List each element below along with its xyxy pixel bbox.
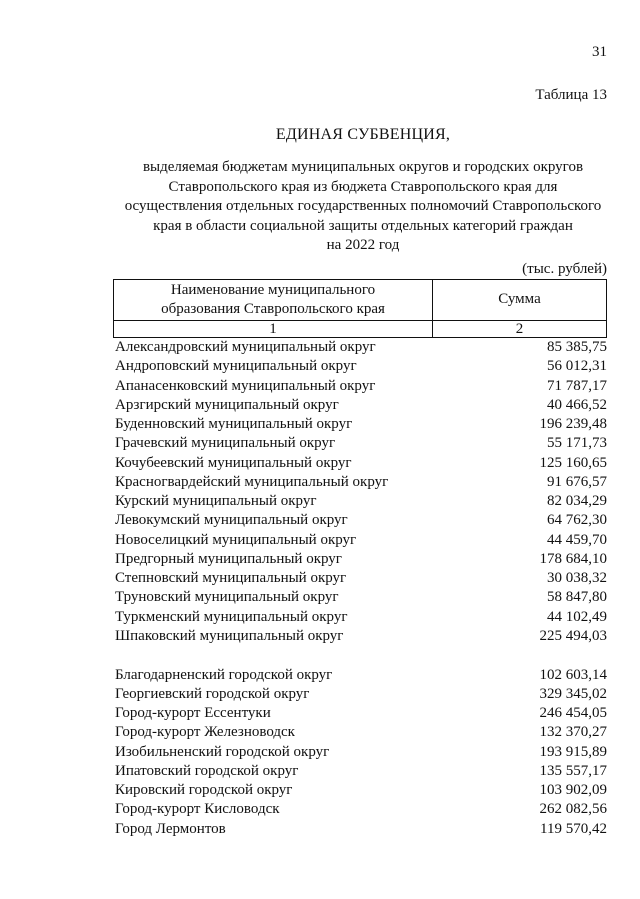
- table-row: [115, 685, 607, 704]
- subsidy-amount: 30 038,32: [547, 570, 607, 586]
- column-header-sum: Сумма: [498, 291, 541, 307]
- municipality-name: Александровский муниципальный округ: [115, 339, 376, 355]
- subtitle-line: края в области социальной защиты отдельных категорий граждан: [153, 217, 573, 234]
- subsidy-amount: 55 171,73: [547, 435, 607, 452]
- table-row: [115, 492, 607, 511]
- table-row: [115, 473, 607, 492]
- table-row: [115, 588, 607, 607]
- subsidy-amount: 132 370,27: [539, 724, 607, 741]
- table-body: [115, 338, 607, 839]
- page-number: 31: [592, 44, 607, 60]
- municipality-name: Красногвардейский муниципальный округ: [115, 473, 389, 490]
- municipality-name: Город Лермонтов: [115, 820, 226, 837]
- subtitle-line: Ставропольского края из бюджета Ставропольского края для: [168, 178, 558, 195]
- subsidy-amount: 58 847,80: [547, 589, 607, 606]
- municipality-name: Новоселицкий муниципальный округ: [115, 531, 357, 548]
- subsidy-amount: 193 915,89: [539, 743, 607, 760]
- unit-note: (тыс. рублей): [522, 261, 607, 277]
- table-row: [115, 704, 607, 723]
- table-row: [115, 608, 607, 627]
- table-row: [115, 357, 607, 376]
- municipality-name: Город-курорт Железноводск: [115, 724, 295, 741]
- subsidy-amount: 56 012,31: [547, 358, 607, 375]
- table-row: [115, 743, 607, 762]
- municipality-name: Благодарненский городской округ: [115, 666, 333, 683]
- subsidy-amount: 44 102,49: [547, 608, 607, 625]
- subsidy-amount: 178 684,10: [539, 550, 607, 567]
- municipality-name: Туркменский муниципальный округ: [115, 608, 348, 625]
- subsidy-amount: 262 082,56: [539, 801, 607, 818]
- column-header-name: [114, 281, 432, 319]
- column-number-1: 1: [269, 321, 277, 337]
- subsidy-amount: 44 459,70: [547, 531, 607, 548]
- column-header-name-line: Наименование муниципального: [170, 282, 376, 298]
- subsidy-amount: 329 345,02: [539, 685, 607, 702]
- subsidy-amount: 103 902,09: [539, 782, 607, 798]
- section-gap: [115, 646, 607, 666]
- municipality-name: Предгорный муниципальный округ: [115, 550, 342, 567]
- table-row: [115, 377, 607, 396]
- table-label: Таблица 13: [535, 87, 607, 103]
- municipality-name: Грачевский муниципальный округ: [115, 435, 336, 452]
- subsidy-amount: 71 787,17: [547, 377, 607, 394]
- subsidy-amount: 40 466,52: [547, 396, 607, 413]
- municipality-name: Степновский муниципальный округ: [115, 570, 347, 586]
- subtitle-line: выделяемая бюджетам муниципальных округов и городских округов: [142, 159, 584, 175]
- table-row: [115, 781, 607, 800]
- document-title: ЕДИНАЯ СУБВЕНЦИЯ,: [275, 126, 451, 143]
- table-row: [115, 666, 607, 685]
- municipality-name: Левокумский муниципальный округ: [115, 512, 348, 529]
- table-row: [115, 569, 607, 588]
- table-row: [115, 454, 607, 473]
- table-row: [115, 396, 607, 415]
- subsidy-amount: 135 557,17: [539, 762, 607, 779]
- municipality-name: Город-курорт Кисловодск: [115, 801, 280, 818]
- subsidy-amount: 125 160,65: [539, 454, 607, 471]
- municipality-name: Кировский городской округ: [115, 782, 293, 798]
- table-row: [115, 338, 607, 357]
- subsidy-amount: 225 494,03: [539, 627, 607, 644]
- municipality-name: Изобильненский городской округ: [115, 743, 330, 760]
- subsidy-amount: 64 762,30: [547, 512, 607, 529]
- municipality-name: Андроповский муниципальный округ: [115, 358, 357, 375]
- municipality-name: Буденновский муниципальный округ: [115, 416, 353, 432]
- subtitle-line: на 2022 год: [326, 237, 400, 253]
- municipality-name: Георгиевский городской округ: [115, 685, 310, 702]
- table-row: [115, 627, 607, 646]
- table-row: [115, 434, 607, 453]
- municipality-name: Ипатовский городской округ: [115, 762, 299, 779]
- table-row: [115, 723, 607, 742]
- subsidy-amount: 85 385,75: [547, 339, 607, 355]
- municipality-name: Город-курорт Ессентуки: [115, 705, 271, 721]
- table-row: [115, 820, 607, 839]
- document-subtitle: [116, 158, 610, 256]
- municipality-name: Труновский муниципальный округ: [115, 589, 339, 606]
- table-row: [115, 762, 607, 781]
- table-row: [115, 415, 607, 434]
- municipality-name: Кочубеевский муниципальный округ: [115, 454, 352, 471]
- table-row: [115, 550, 607, 569]
- subsidy-amount: 91 676,57: [547, 473, 607, 490]
- municipality-name: Апанасенковский муниципальный округ: [115, 377, 376, 394]
- subsidy-amount: 196 239,48: [539, 416, 607, 432]
- subsidy-amount: 82 034,29: [547, 493, 607, 509]
- municipality-name: Шпаковский муниципальный округ: [115, 627, 344, 644]
- subsidy-amount: 246 454,05: [539, 705, 607, 721]
- column-number-2: 2: [515, 321, 524, 337]
- table-row: [115, 511, 607, 530]
- municipality-name: Курский муниципальный округ: [115, 493, 317, 509]
- municipality-name: Арзгирский муниципальный округ: [115, 396, 339, 413]
- column-header-name-line: образования Ставропольского края: [161, 301, 385, 317]
- subtitle-line: осуществления отдельных государственных полномочий Ставропольского: [124, 198, 602, 214]
- table-row: [115, 531, 607, 550]
- subsidy-amount: 119 570,42: [540, 820, 607, 837]
- table-row: [115, 800, 607, 819]
- subsidy-amount: 102 603,14: [539, 666, 607, 683]
- table-header: [113, 279, 607, 338]
